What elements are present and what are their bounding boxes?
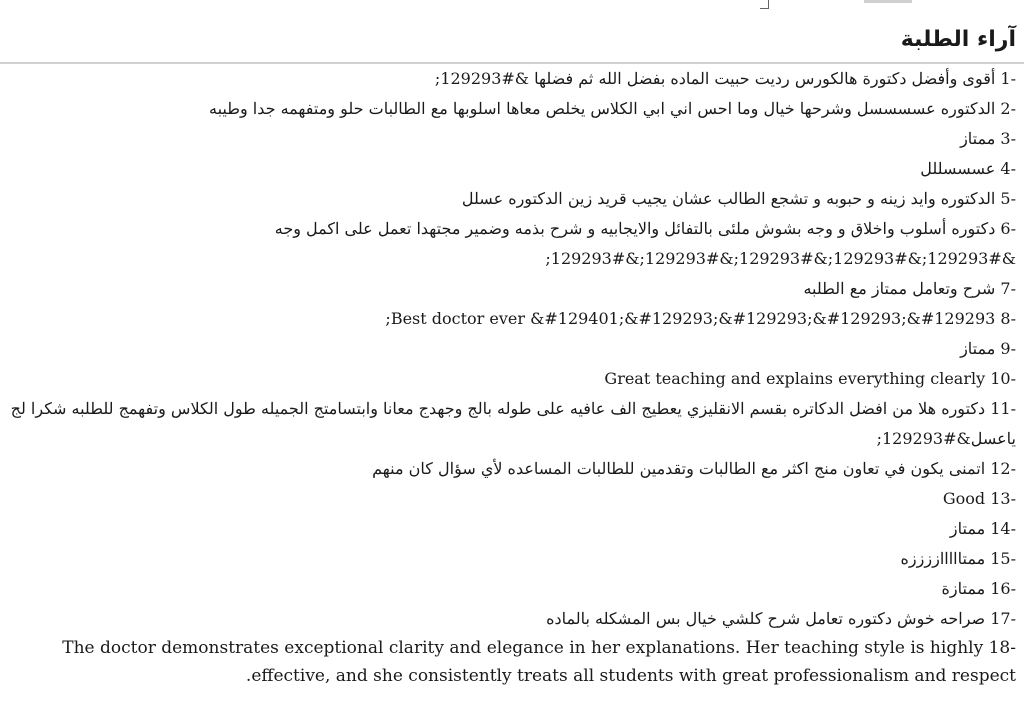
item-text: الدكتوره وايد زينه و حبوبه و تشجع الطالب عشان يجيب قريد زين الدكتوره عسلل (461, 189, 996, 208)
item-text: ممتاااااززززه (900, 549, 986, 568)
top-strip (0, 0, 1024, 12)
item-text: ممتاز (949, 519, 986, 538)
feedback-item (6, 64, 1016, 94)
feedback-item (6, 184, 1016, 214)
feedback-item (6, 454, 1016, 484)
item-number: -11 (990, 399, 1016, 418)
feedback-item (6, 94, 1016, 124)
top-divider (864, 0, 912, 3)
item-text: الدكتوره عسسسسل وشرحها خيال وما احس اني ابي الكلاس يخلص معاها اسلوبها مع الطالبات حلو ومتفهمه جدا وطيبه (209, 99, 996, 118)
item-text: ممتازة (941, 579, 986, 598)
item-number: -6 (1000, 219, 1016, 238)
item-number: -16 (990, 579, 1016, 598)
item-text: Great teaching and explains everything clearly (604, 369, 986, 388)
item-number: -17 (990, 609, 1016, 628)
feedback-item (6, 634, 1016, 690)
item-number: -18 (988, 638, 1016, 658)
item-number: -5 (1000, 189, 1016, 208)
feedback-item (6, 124, 1016, 154)
feedback-item (6, 484, 1016, 514)
item-text: دكتوره هلا من افضل الدكاتره بقسم الانقليزي يعطيج الف عافيه على طوله بالج وجهدج معانا وابتسامتج الجميله طول الكلاس وتفهمج للطلبه شكرا لج ياعسل&#129293; (10, 399, 1016, 448)
feedback-item (6, 604, 1016, 634)
item-number: -4 (1000, 159, 1016, 178)
item-text: اتمنى يكون في تعاون منج اكثر مع الطالبات وتقدمين للطالبات المساعده لأي سؤال كان منهم (372, 459, 986, 478)
feedback-item (6, 364, 1016, 394)
item-text: عسسسللل (920, 159, 996, 178)
feedback-item (6, 544, 1016, 574)
item-number: -1 (1000, 69, 1016, 88)
feedback-item (6, 334, 1016, 364)
item-number: -13 (990, 489, 1016, 508)
item-number: -9 (1000, 339, 1016, 358)
feedback-item (6, 274, 1016, 304)
item-number: -2 (1000, 99, 1016, 118)
feedback-item (6, 574, 1016, 604)
item-number: -10 (990, 369, 1016, 388)
page-title: آراء الطلبة (900, 27, 1016, 52)
item-number: -15 (990, 549, 1016, 568)
item-number: -7 (1000, 279, 1016, 298)
item-number: -14 (990, 519, 1016, 538)
feedback-list (6, 64, 1016, 690)
item-text: Best doctor ever &#129401;&#129293;&#129293;&#129293;&#129293; (385, 309, 996, 328)
feedback-item (6, 394, 1016, 454)
feedback-item (6, 304, 1016, 334)
item-text: ممتاز (960, 339, 996, 358)
item-text: صراحه خوش دكتوره تعامل شرح كلشي خيال بس المشكله بالماده (546, 609, 986, 628)
item-number: -3 (1000, 129, 1016, 148)
feedback-item (6, 154, 1016, 184)
item-text: شرح وتعامل ممتاز مع الطلبه (803, 279, 996, 298)
item-text: The doctor demonstrates exceptional clarity and elegance in her explanations. Her teaching style is highly effective, and she consistently treats all students with great professionalism and respect. (62, 638, 1016, 686)
item-text: دكتوره أسلوب واخلاق و وجه بشوش ملئى بالتفائل والايجابيه و شرح بذمه وضمير مجتهدا تعمل على اكمل وجه &#129293;&#129293;&#129293;&#129293;&#129293; (274, 219, 1016, 268)
item-number: -8 (1000, 309, 1016, 328)
item-text: ممتاز (960, 129, 996, 148)
feedback-item (6, 514, 1016, 544)
item-number: -12 (990, 459, 1016, 478)
item-text: Good (942, 489, 986, 508)
feedback-item (6, 214, 1016, 274)
corner-mark-icon (760, 0, 769, 9)
item-text: أقوى وأفضل دكتورة هالكورس رديت حبيت الماده بفضل الله ثم فضلها &#129293; (434, 69, 996, 88)
